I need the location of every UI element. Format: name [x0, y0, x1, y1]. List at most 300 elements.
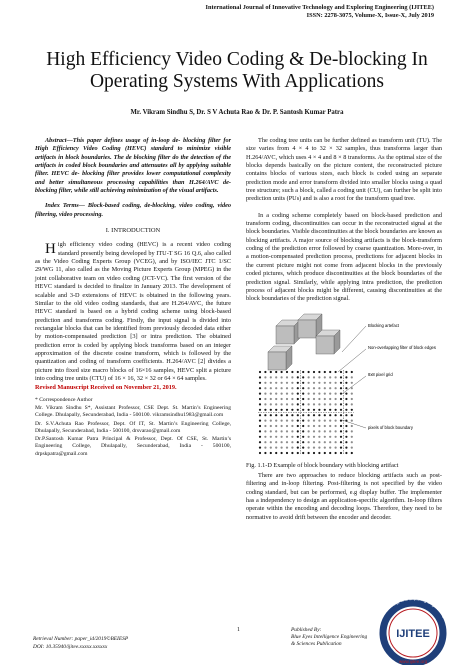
- pixel-dot: [351, 424, 353, 426]
- pixel-dot: [286, 403, 288, 405]
- pixel-dot: [345, 435, 347, 437]
- pixel-dot: [351, 451, 353, 453]
- pixel-dot: [340, 403, 342, 405]
- pixel-dot: [275, 414, 277, 416]
- pixel-dot: [259, 392, 261, 394]
- pixel-dot: [329, 441, 331, 443]
- pixel-dot: [275, 387, 277, 389]
- pixel-dot: [302, 424, 304, 426]
- pixel-dot: [340, 451, 342, 453]
- pixel-dot: [324, 397, 326, 399]
- pixel-dot: [275, 370, 277, 372]
- pixel-dot: [351, 376, 353, 378]
- pixel-dot: [340, 441, 342, 443]
- right-paragraph-3: There are two approaches to reduce blocking artifacts such as post-filtering and in-loop filtering. Post-filtering is not specified by the video coding standard, but can be performed, e.g display buffer. The implementer has a independency to design an application-specific algorithm. In-loop filters operate within the encoding and decoding loops. Therefore, they need to be normative to avoid drift between the encoder and decoder.: [246, 471, 442, 521]
- figure-caption: Fig. 1.1-D Example of block boundary with blocking artifact: [246, 461, 399, 469]
- pixel-dot: [259, 387, 261, 389]
- pixel-dot: [270, 397, 272, 399]
- pixel-dot: [324, 370, 326, 372]
- fig-label-artefact: Blocking artefact: [368, 322, 399, 328]
- pixel-dot: [286, 424, 288, 426]
- footer-right: [291, 627, 367, 649]
- pixel-dot: [286, 387, 288, 389]
- pixel-dot: [313, 403, 315, 405]
- pixel-dot: [281, 387, 283, 389]
- pixel-dot: [286, 451, 288, 453]
- pixel-dot: [302, 387, 304, 389]
- pixel-dot: [297, 387, 299, 389]
- pixel-dot: [275, 424, 277, 426]
- pixel-dot: [313, 408, 315, 410]
- pixel-dot: [275, 376, 277, 378]
- pixel-dot: [324, 435, 326, 437]
- pixel-dot: [318, 403, 320, 405]
- fig-label-grid: 8x8 pixel grid: [368, 371, 393, 377]
- pixel-dot: [313, 397, 315, 399]
- pixel-dot: [264, 446, 266, 448]
- pixel-dot: [313, 376, 315, 378]
- pixel-dot: [351, 408, 353, 410]
- pixel-dot: [270, 414, 272, 416]
- paper-title: [0, 49, 474, 93]
- pixel-dot: [313, 446, 315, 448]
- pixel-dot: [291, 397, 293, 399]
- section-heading-introduction: I. INTRODUCTION: [105, 227, 161, 235]
- pixel-dot: [313, 392, 315, 394]
- abstract: Abstract—This paper defines usage of in-loop de- blocking filter for High Efficiency Video Coding (HEVC) standard to minimize visible artifacts in block boundaries. The de blocking filter do the detection of the artifacts in coded block boundaries and attenuates all by applying suitable filter. HEVC de- blocking filter provides lower computational complexity and better simultaneous processing capabilities than H.264/AVC de- blocking filter, while still achieving minimization of the visual artifacts.: [35, 137, 231, 195]
- pixel-dot: [345, 414, 347, 416]
- pixel-dot: [329, 397, 331, 399]
- pixel-dot: [291, 387, 293, 389]
- pixel-dot: [264, 387, 266, 389]
- pixel-dot: [264, 430, 266, 432]
- pixel-dot: [324, 446, 326, 448]
- pixel-dot: [345, 370, 347, 372]
- pixel-dot: [308, 446, 310, 448]
- pixel-dot: [313, 430, 315, 432]
- pixel-dot: [318, 376, 320, 378]
- pixel-dot: [297, 392, 299, 394]
- pixel-dot: [270, 376, 272, 378]
- publisher-line-2: & Sciences Publication: [291, 641, 342, 648]
- pixel-dot: [270, 419, 272, 421]
- pixel-dot: [313, 435, 315, 437]
- pixel-dot: [351, 403, 353, 405]
- footer-left: [33, 635, 128, 651]
- pixel-dot: [259, 376, 261, 378]
- pixel-dot: [324, 441, 326, 443]
- pixel-dot: [313, 414, 315, 416]
- pixel-dot: [270, 446, 272, 448]
- pixel-dot: [302, 435, 304, 437]
- pixel-dot: [345, 424, 347, 426]
- pixel-dot: [345, 403, 347, 405]
- pixel-dot: [329, 403, 331, 405]
- pixel-dot: [275, 392, 277, 394]
- pixel-dot: [318, 430, 320, 432]
- pixel-dot: [286, 446, 288, 448]
- published-by: Published By:: [291, 627, 322, 633]
- pixel-dot: [297, 376, 299, 378]
- pixel-dot: [324, 408, 326, 410]
- intro-paragraph: [35, 241, 231, 383]
- pixel-dot: [351, 430, 353, 432]
- pixel-dot: [308, 376, 310, 378]
- fig-label-filter: Non-overlapping filter of block edges: [368, 344, 436, 350]
- pixel-dot: [318, 424, 320, 426]
- pixel-dot: [335, 387, 337, 389]
- pixel-dot: [308, 414, 310, 416]
- pixel-dot: [345, 446, 347, 448]
- pixel-dot: [270, 441, 272, 443]
- pixel-dot: [324, 424, 326, 426]
- figure-graphic: [246, 312, 442, 460]
- pixel-dot: [259, 419, 261, 421]
- pixel-dot: [313, 370, 315, 372]
- pixel-dot: [329, 446, 331, 448]
- pixel-dot: [324, 430, 326, 432]
- pixel-dot: [329, 370, 331, 372]
- pixel-dot: [340, 414, 342, 416]
- pixel-dot: [313, 381, 315, 383]
- logo-site: www.ijitee.org: [398, 659, 428, 664]
- doi: DOI: 10.35940/ijitee.xxxxx.xxxxxx: [33, 644, 108, 650]
- pixel-dot: [302, 430, 304, 432]
- pixel-dot: [286, 397, 288, 399]
- pixel-dot: [329, 424, 331, 426]
- pixel-dot: [264, 403, 266, 405]
- index-terms: Index Terms— Block-based coding, de-blocking, video coding, video filtering, video processing.: [35, 202, 231, 218]
- pixel-dot: [345, 397, 347, 399]
- pixel-dot: [329, 381, 331, 383]
- pixel-dot: [351, 414, 353, 416]
- pixel-dot: [308, 408, 310, 410]
- pixel-dot: [329, 387, 331, 389]
- pixel-dot: [324, 403, 326, 405]
- pixel-dot: [340, 419, 342, 421]
- pixel-dot: [335, 408, 337, 410]
- pixel-dot: [335, 414, 337, 416]
- pixel-dot: [335, 419, 337, 421]
- pixel-dot: [351, 435, 353, 437]
- pixel-dot: [345, 441, 347, 443]
- pixel-dot: [291, 392, 293, 394]
- affiliations: [35, 397, 231, 458]
- pixel-dot: [329, 408, 331, 410]
- pixel-dot: [259, 381, 261, 383]
- pixel-dot: [291, 376, 293, 378]
- pixel-dot: [335, 446, 337, 448]
- pixel-dot: [291, 451, 293, 453]
- pixel-dot: [264, 419, 266, 421]
- pixel-dot: [281, 403, 283, 405]
- pixel-dot: [329, 392, 331, 394]
- pixel-dot: [318, 370, 320, 372]
- pixel-dot: [264, 408, 266, 410]
- affiliation-2: Dr. S.V.Achuta Rao Professor, Dept. Of IT, St. Martin’s Engineering College, Dhulapally, Secunderabad, India - 500100, drsvarao@gmail.com: [35, 420, 231, 434]
- artifact-cube: [316, 330, 340, 354]
- pixel-dot: [259, 370, 261, 372]
- pixel-dot: [275, 408, 277, 410]
- pixel-dot: [275, 446, 277, 448]
- pixel-dot: [313, 387, 315, 389]
- ijitee-logo: [368, 593, 458, 665]
- right-paragraph-1: The coding tree units can be further defined as transform unit (TU). The size varies from 4 × 4 to 32 × 32 samples, thus transforms larger than H.264/AVC, which uses 4 × 4 and 8 × 8 transforms. As the optimal size of the blocks depends basically on the picture content, the reconstructed picture contains blocks of various sizes, each block is coded using an separate prediction mode and error transform divided into smaller blocks using a quad tree structure; such a block, called a coding unit (CU), can further be split into prediction units (PUs) and is also a root for the transform quad tree.: [246, 137, 442, 203]
- intro-text: igh efficiency video coding (HEVC) is a recent video coding standard presently being developed by ITU-T SG 16 Q.6, also called as the Video Coding Experts Group (VCEG), and by ISO/IEC JTC 1/SC 29/WG 11, also called as the Moving Picture Experts Group (MPEG) in the joint collaborative team on video coding (JCT-VC). The first version of the HEVC standard is decided to finalize in January 2013. The development of scalable and 3-D extensions of HEVC is obtained in the following years. Similar to the old video coding standards, that are H.264/AVC, the future HEVC standard is based on a hybrid coding scheme using block-based prediction and transforms coding. Firstly, the input signal is divided into rectangular blocks that can be identified from previously decoded data either by motion-compensated prediction [3] or intra prediction. The obtained prediction error is coded by applying block transforms based on an integer approximation of the discrete cosine transform, which is followed by the quantization and coding of transform coefficients. H.264/AVC [2] divides a picture into fixed size macro blocks of 16×16 samples, HEVC split a picture into coding tree units (CTU) of 16 × 16, 32 × 32 or 64 × 64 samples.: [35, 241, 231, 382]
- pixel-dot: [302, 370, 304, 372]
- pixel-dot: [291, 408, 293, 410]
- pixel-dot: [324, 381, 326, 383]
- pixel-dot: [308, 441, 310, 443]
- pixel-dot: [345, 408, 347, 410]
- pixel-dot: [291, 430, 293, 432]
- pixel-dot: [351, 419, 353, 421]
- pixel-dot: [264, 381, 266, 383]
- pixel-dot: [291, 381, 293, 383]
- pixel-dot: [302, 392, 304, 394]
- pixel-dot: [264, 397, 266, 399]
- pixel-dot: [281, 381, 283, 383]
- pixel-dot: [281, 370, 283, 372]
- pixel-dot: [345, 430, 347, 432]
- pixel-dot: [281, 435, 283, 437]
- pixel-dot: [313, 424, 315, 426]
- pixel-dot: [318, 435, 320, 437]
- pixel-dot: [308, 424, 310, 426]
- affiliation-3: Dr.P.Santosh Kumar Patra Principal & Professor, Dept. Of CSE, St. Martin’s Engineering College, Dhulapally, Secunderabad, India - 500100, drpskpatra@gmail.com: [35, 436, 231, 457]
- pixel-dot: [259, 397, 261, 399]
- pixel-dot: [324, 392, 326, 394]
- pixel-dot: [281, 446, 283, 448]
- pixel-dot: [291, 446, 293, 448]
- pixel-dot: [318, 381, 320, 383]
- pixel-dot: [335, 424, 337, 426]
- pixel-dot: [270, 435, 272, 437]
- pixel-dot: [302, 376, 304, 378]
- pixel-dot: [281, 424, 283, 426]
- pixel-dot: [313, 419, 315, 421]
- title-line-1: High Efficiency Video Coding & De-blocking In: [46, 49, 428, 70]
- pixel-dot: [259, 441, 261, 443]
- pixel-dot: [335, 435, 337, 437]
- pixel-dot: [318, 414, 320, 416]
- pixel-dot: [345, 392, 347, 394]
- pixel-dot: [297, 381, 299, 383]
- pixel-dot: [340, 392, 342, 394]
- pixel-dot: [318, 408, 320, 410]
- pixel-dot: [308, 419, 310, 421]
- pixel-dot: [275, 430, 277, 432]
- pixel-dot: [286, 408, 288, 410]
- pixel-dot: [264, 424, 266, 426]
- pixel-dot: [281, 430, 283, 432]
- pixel-dot: [340, 381, 342, 383]
- pixel-dot: [297, 397, 299, 399]
- pixel-dot: [318, 397, 320, 399]
- pixel-dot: [264, 370, 266, 372]
- pixel-dot: [340, 397, 342, 399]
- pixel-dot: [297, 446, 299, 448]
- pixel-dot: [329, 435, 331, 437]
- pixel-dot: [318, 451, 320, 453]
- pixel-dot: [313, 451, 315, 453]
- pixel-dot: [291, 403, 293, 405]
- pixel-dot: [270, 403, 272, 405]
- retrieval-number: Retrieval Number: paper_id/2019©BEIESP: [33, 636, 129, 642]
- publisher-line-1: Blue Eyes Intelligence Engineering: [291, 634, 368, 641]
- pixel-dot: [329, 451, 331, 453]
- correspondence-note: * Correspondence Author: [35, 396, 93, 403]
- drop-cap: H: [45, 241, 56, 258]
- pixel-dot: [318, 446, 320, 448]
- pixel-dot: [286, 435, 288, 437]
- pixel-dot: [329, 430, 331, 432]
- pixel-dot: [340, 370, 342, 372]
- issn-line: ISSN: 2278-3075, Volume-X, Issue-X, July 2019: [306, 12, 434, 19]
- pixel-dot: [259, 414, 261, 416]
- pixel-dot: [291, 419, 293, 421]
- pixel-dot: [313, 441, 315, 443]
- pixel-dot: [351, 370, 353, 372]
- pixel-dot: [286, 381, 288, 383]
- pixel-dot: [302, 419, 304, 421]
- pixel-dot: [340, 424, 342, 426]
- artifact-cube: [276, 320, 300, 344]
- pixel-dot: [286, 430, 288, 432]
- pixel-dot: [340, 376, 342, 378]
- page-number: 1: [237, 627, 240, 633]
- pixel-dot: [281, 419, 283, 421]
- pixel-dot: [340, 435, 342, 437]
- pixel-dot: [259, 451, 261, 453]
- pixel-dot: [297, 403, 299, 405]
- pixel-dot: [329, 419, 331, 421]
- pixel-dot: [345, 387, 347, 389]
- pixel-dot: [340, 408, 342, 410]
- pixel-dot: [340, 446, 342, 448]
- pixel-dot: [281, 441, 283, 443]
- pixel-dot: [264, 414, 266, 416]
- pixel-dot: [302, 397, 304, 399]
- authors: Mr. Vikram Sindhu S, Dr. S V Achuta Rao & Dr. P. Santosh Kumar Patra: [130, 109, 344, 116]
- pixel-dot: [351, 392, 353, 394]
- pixel-dot: [318, 419, 320, 421]
- pixel-dot: [302, 408, 304, 410]
- pixel-dot: [281, 414, 283, 416]
- right-column: [246, 137, 442, 522]
- pixel-dot: [297, 424, 299, 426]
- pixel-grid: [258, 370, 354, 455]
- pixel-dot: [264, 376, 266, 378]
- pixel-dot: [297, 441, 299, 443]
- pixel-dot: [308, 387, 310, 389]
- pixel-dot: [270, 392, 272, 394]
- pixel-dot: [351, 381, 353, 383]
- pixel-dot: [335, 381, 337, 383]
- pixel-dot: [270, 424, 272, 426]
- pixel-dot: [297, 435, 299, 437]
- pixel-dot: [264, 441, 266, 443]
- pixel-dot: [259, 424, 261, 426]
- pixel-dot: [335, 430, 337, 432]
- journal-name: International Journal of Innovative Technology and Exploring Engineering (IJITEE): [205, 4, 434, 11]
- pixel-dot: [351, 397, 353, 399]
- pixel-dot: [270, 370, 272, 372]
- pixel-dot: [302, 451, 304, 453]
- pixel-dot: [270, 381, 272, 383]
- artifact-cube: [268, 346, 292, 370]
- pixel-dot: [259, 408, 261, 410]
- logo-text: IJITEE: [396, 628, 430, 640]
- pixel-dot: [264, 451, 266, 453]
- pixel-dot: [291, 435, 293, 437]
- pixel-dot: [351, 446, 353, 448]
- pixel-dot: [308, 370, 310, 372]
- pixel-dot: [345, 376, 347, 378]
- pixel-dot: [291, 441, 293, 443]
- pixel-dot: [286, 370, 288, 372]
- pixel-dot: [324, 419, 326, 421]
- pixel-dot: [340, 430, 342, 432]
- pixel-dot: [259, 435, 261, 437]
- pixel-dot: [335, 392, 337, 394]
- pixel-dot: [291, 414, 293, 416]
- pixel-dot: [302, 403, 304, 405]
- pixel-dot: [308, 397, 310, 399]
- running-header: [206, 4, 434, 20]
- pixel-dot: [335, 376, 337, 378]
- pixel-dot: [286, 414, 288, 416]
- pixel-dot: [275, 451, 277, 453]
- pixel-dot: [318, 441, 320, 443]
- pixel-dot: [275, 419, 277, 421]
- pixel-dot: [297, 414, 299, 416]
- pixel-dot: [335, 441, 337, 443]
- pixel-dot: [340, 387, 342, 389]
- pixel-dot: [270, 451, 272, 453]
- pixel-dot: [318, 392, 320, 394]
- pixel-dot: [324, 414, 326, 416]
- pixel-dot: [335, 451, 337, 453]
- pixel-dot: [275, 441, 277, 443]
- pixel-dot: [297, 430, 299, 432]
- pixel-dot: [275, 403, 277, 405]
- pixel-dot: [345, 381, 347, 383]
- pixel-dot: [259, 430, 261, 432]
- right-paragraph-2: In a coding scheme completely based on block-based prediction and transform coding, discontinuities can occur in the reconstructed signal at the block boundaries. Visible discontinuities at the block boundaries are known as blocking artifacts. A major source of blocking artifacts is the block-transform coding of the prediction error followed by coarse quantization. More-over, in a motion-compensated prediction process, predictions for adjacent blocks in the current picture might not come from adjacent blocks in the previously coded pictures, which produce discontinuities at the block boundaries of the prediction signal. Similarly, while applying intra prediction, the prediction process of adjacent blocks might be different, causing discontinuities at the block boundaries of the prediction signal.: [246, 211, 442, 303]
- pixel-dot: [264, 392, 266, 394]
- pixel-dot: [308, 403, 310, 405]
- pixel-dot: [281, 392, 283, 394]
- pixel-dot: [270, 408, 272, 410]
- pixel-dot: [335, 397, 337, 399]
- block-artifact-cubes: [268, 314, 340, 370]
- pixel-dot: [286, 376, 288, 378]
- pixel-dot: [259, 446, 261, 448]
- pixel-dot: [264, 435, 266, 437]
- pixel-dot: [308, 435, 310, 437]
- pixel-dot: [302, 441, 304, 443]
- left-column: [35, 137, 231, 459]
- pixel-dot: [281, 397, 283, 399]
- title-line-2: Operating Systems With Applications: [89, 71, 385, 92]
- logo-ring-text: Innovative Technology and Exploring Engineering: [373, 595, 448, 636]
- pixel-dot: [281, 376, 283, 378]
- pixel-dot: [281, 408, 283, 410]
- pixel-dot: [335, 403, 337, 405]
- affiliation-1: Mr. Vikram Sindhu S*, Assistant Professor, CSE Dept. St. Martin’s Engineering College. Dhulapally, Secunderabad, India - 500100. vikramsindhu1983@gmail.com: [35, 404, 231, 419]
- pixel-dot: [286, 392, 288, 394]
